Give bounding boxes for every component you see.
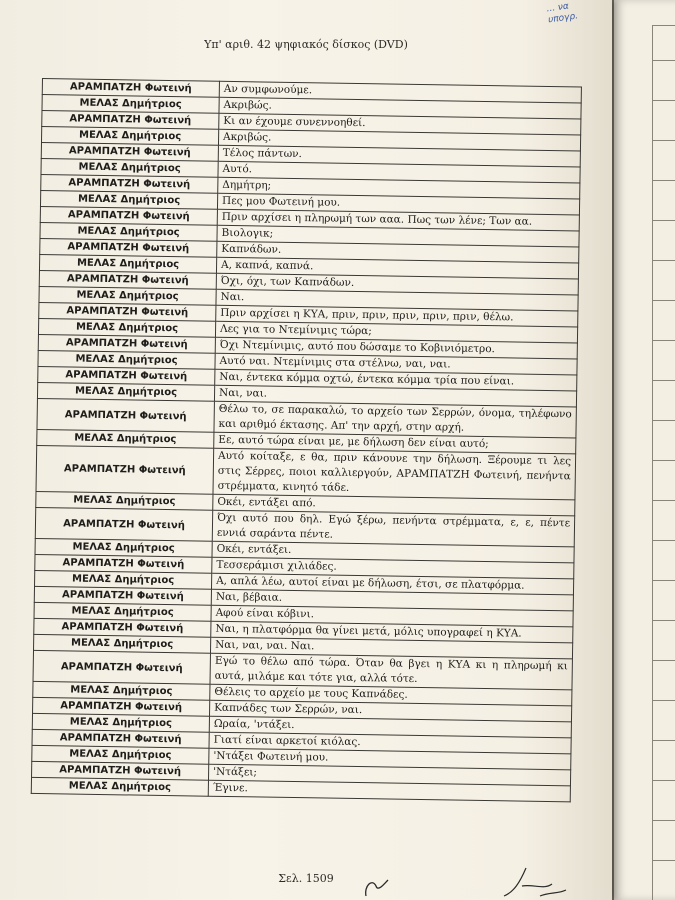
adjacent-page-edge — [612, 0, 675, 900]
utterance-cell: Ακριβώς. — [218, 129, 580, 151]
utterance-cell: Αφού είναι κόβινι. — [211, 605, 573, 627]
speaker-cell: ΑΡΑΜΠΑΤΖΗ Φωτεινή — [39, 302, 216, 321]
utterance-cell: Ναι, ναι. — [214, 385, 576, 407]
speaker-cell: ΑΡΑΜΠΑΤΖΗ Φωτεινή — [42, 111, 219, 130]
utterance-cell: Όχι Ντεμίνιμις, αυτό που δώσαμε το Κοβινιόμετρο. — [215, 337, 577, 359]
utterance-cell: Κι αν έχουμε συνεννοηθεί. — [219, 113, 581, 135]
speaker-cell: ΑΡΑΜΠΑΤΖΗ Φωτεινή — [34, 618, 211, 637]
utterance-cell: Ωραία, 'ντάξει. — [209, 716, 571, 738]
speaker-cell: ΜΕΛΑΣ Δημήτριος — [31, 777, 208, 796]
utterance-cell: Αν συμφωνούμε. — [219, 81, 581, 103]
utterance-cell: Οκέι, εντάξει. — [212, 541, 574, 563]
utterance-cell: Καπνάδες των Σερρών, ναι. — [209, 700, 571, 722]
speaker-cell: ΜΕΛΑΣ Δημήτριος — [32, 745, 209, 764]
utterance-cell: Αυτό κοίταξε, ε θα, πριν κάνουνε την δήλωση. Ξέρουμε τι λες στις Σέρρες, ποιοι καλλιεργούν, ΑΡΑΜΠΑΤΖΗ Φωτεινή, πενήντα στρέμματα, κινητό τάδε. — [213, 448, 576, 500]
utterance-cell: Θέλω το, σε παρακαλώ, το αρχείο των Σερρών, όνομα, τηλέφωνο και αριθμό έκτασης. Απ' την αρχή, στην αρχή. — [214, 401, 576, 438]
utterance-cell: Όχι αυτό που δηλ. Εγώ ξέρω, πενήντα στρέμματα, ε, ε, πέντε εννιά σαράντα πέντε. — [212, 510, 574, 547]
utterance-cell: Έγινε. — [208, 780, 570, 802]
utterance-cell: Πες μου Φωτεινή μου. — [217, 193, 579, 215]
speaker-cell: ΜΕΛΑΣ Δημήτριος — [38, 350, 215, 369]
speaker-cell: ΜΕΛΑΣ Δημήτριος — [33, 681, 210, 700]
utterance-cell: Α, καπνά, καπνά. — [216, 257, 578, 279]
speaker-cell: ΜΕΛΑΣ Δημήτριος — [41, 158, 218, 177]
speaker-cell: ΜΕΛΑΣ Δημήτριος — [41, 127, 218, 146]
utterance-cell: Εγώ το θέλω από τώρα. Όταν θα βγει η ΚΥΑ κι η πληρωμή κι αυτά, μιλάμε και τότε για, αλλά τότε. — [210, 653, 572, 690]
utterance-cell: Θέλεις το αρχείο με τους Καπνάδες. — [210, 684, 572, 706]
speaker-cell: ΑΡΑΜΠΑΤΖΗ Φωτεινή — [35, 507, 212, 541]
speaker-cell: ΜΕΛΑΣ Δημήτριος — [39, 254, 216, 273]
speaker-cell: ΑΡΑΜΠΑΤΖΗ Φωτεινή — [36, 445, 214, 494]
handwritten-signature-icon — [500, 862, 570, 900]
utterance-cell: Καπνάδων. — [217, 241, 579, 263]
speaker-cell: ΑΡΑΜΠΑΤΖΗ Φωτεινή — [41, 174, 218, 193]
utterance-cell: Πριν αρχίσει η ΚΥΑ, πριν, πριν, πριν, πριν, πριν, θέλω. — [216, 305, 578, 327]
utterance-cell: Πριν αρχίσει η πληρωμή των ααα. Πως των λένε; Των αα. — [217, 209, 579, 231]
utterance-cell: 'Ντάξει; — [208, 764, 570, 786]
speaker-cell: ΑΡΑΜΠΑΤΖΗ Φωτεινή — [42, 79, 219, 98]
utterance-cell: Αυτό. — [218, 161, 580, 183]
speaker-cell: ΑΡΑΜΠΑΤΖΗ Φωτεινή — [39, 270, 216, 289]
utterance-cell: Βιολογικ; — [217, 225, 579, 247]
speaker-cell: ΜΕΛΑΣ Δημήτριος — [42, 95, 219, 114]
utterance-cell: Γιατί είναι αρκετοί κιόλας. — [209, 732, 571, 754]
speaker-cell: ΑΡΑΜΠΑΤΖΗ Φωτεινή — [35, 554, 212, 573]
utterance-cell: Εε, αυτό τώρα είναι με, με δήλωση δεν είναι αυτό; — [214, 432, 576, 454]
utterance-cell: Οκέι, εντάξει από. — [213, 494, 575, 516]
utterance-cell: Α, απλά λέω, αυτοί είναι με δήλωση, έτσι, σε πλατφόρμα. — [211, 573, 573, 595]
speaker-cell: ΑΡΑΜΠΑΤΖΗ Φωτεινή — [40, 238, 217, 257]
utterance-cell: Τέλος πάντων. — [218, 145, 580, 167]
speaker-cell: ΜΕΛΑΣ Δημήτριος — [35, 538, 212, 557]
utterance-cell: Ναι, η πλατφόρμα θα γίνει μετά, μόλις υπογραφεί η ΚΥΑ. — [211, 621, 573, 643]
speaker-cell: ΜΕΛΑΣ Δημήτριος — [34, 602, 211, 621]
utterance-cell: Λες για το Ντεμίνιμις τώρα; — [215, 321, 577, 343]
speaker-cell: ΑΡΑΜΠΑΤΖΗ Φωτεινή — [33, 650, 210, 684]
utterance-cell: Όχι, όχι, των Καπνάδων. — [216, 273, 578, 295]
utterance-cell: Ναι. — [216, 289, 578, 311]
speaker-cell: ΑΡΑΜΠΑΤΖΗ Φωτεινή — [34, 586, 211, 605]
utterance-cell: Ναι, βέβαια. — [211, 589, 573, 611]
speaker-cell: ΑΡΑΜΠΑΤΖΗ Φωτεινή — [38, 334, 215, 353]
speaker-cell: ΜΕΛΑΣ Δημήτριος — [32, 713, 209, 732]
utterance-cell: 'Ντάξει Φωτεινή μου. — [209, 748, 571, 770]
speaker-cell: ΑΡΑΜΠΑΤΖΗ Φωτεινή — [33, 697, 210, 716]
speaker-cell: ΑΡΑΜΠΑΤΖΗ Φωτεινή — [41, 142, 218, 161]
utterance-cell: Ναι, ναι, ναι. Ναι. — [210, 637, 572, 659]
speaker-cell: ΑΡΑΜΠΑΤΖΗ Φωτεινή — [37, 398, 214, 432]
utterance-cell: Ναι, έντεκα κόμμα οχτώ, έντεκα κόμμα τρία που είναι. — [215, 369, 577, 391]
speaker-cell: ΜΕΛΑΣ Δημήτριος — [37, 382, 214, 401]
handwritten-mark-icon — [362, 876, 392, 900]
transcript-table — [31, 78, 582, 802]
speaker-cell: ΜΕΛΑΣ Δημήτριος — [35, 570, 212, 589]
page-header: Υπ' αριθ. 42 ψηφιακός δίσκος (DVD) — [204, 38, 408, 51]
speaker-cell: ΜΕΛΑΣ Δημήτριος — [38, 318, 215, 337]
speaker-cell: ΜΕΛΑΣ Δημήτριος — [40, 190, 217, 209]
speaker-cell: ΜΕΛΑΣ Δημήτριος — [36, 491, 213, 510]
speaker-cell: ΑΡΑΜΠΑΤΖΗ Φωτεινή — [38, 366, 215, 385]
speaker-cell: ΑΡΑΜΠΑΤΖΗ Φωτεινή — [40, 206, 217, 225]
utterance-cell: Ακριβώς. — [219, 97, 581, 119]
speaker-cell: ΑΡΑΜΠΑΤΖΗ Φωτεινή — [32, 761, 209, 780]
speaker-cell: ΑΡΑΜΠΑΤΖΗ Φωτεινή — [32, 729, 209, 748]
handwritten-corner-note: ... να υπογρ. — [545, 1, 579, 26]
utterance-cell: Τεσσεράμισι χιλιάδες. — [212, 557, 574, 579]
page-number: Σελ. 1509 — [278, 872, 334, 885]
speaker-cell: ΜΕΛΑΣ Δημήτριος — [39, 286, 216, 305]
utterance-cell: Αυτό ναι. Ντεμίνιμις στα στέλνω, ναι, ναι. — [215, 353, 577, 375]
speaker-cell: ΜΕΛΑΣ Δημήτριος — [34, 634, 211, 653]
speaker-cell: ΜΕΛΑΣ Δημήτριος — [37, 429, 214, 448]
speaker-cell: ΜΕΛΑΣ Δημήτριος — [40, 222, 217, 241]
utterance-cell: Δημήτρη; — [218, 177, 580, 199]
